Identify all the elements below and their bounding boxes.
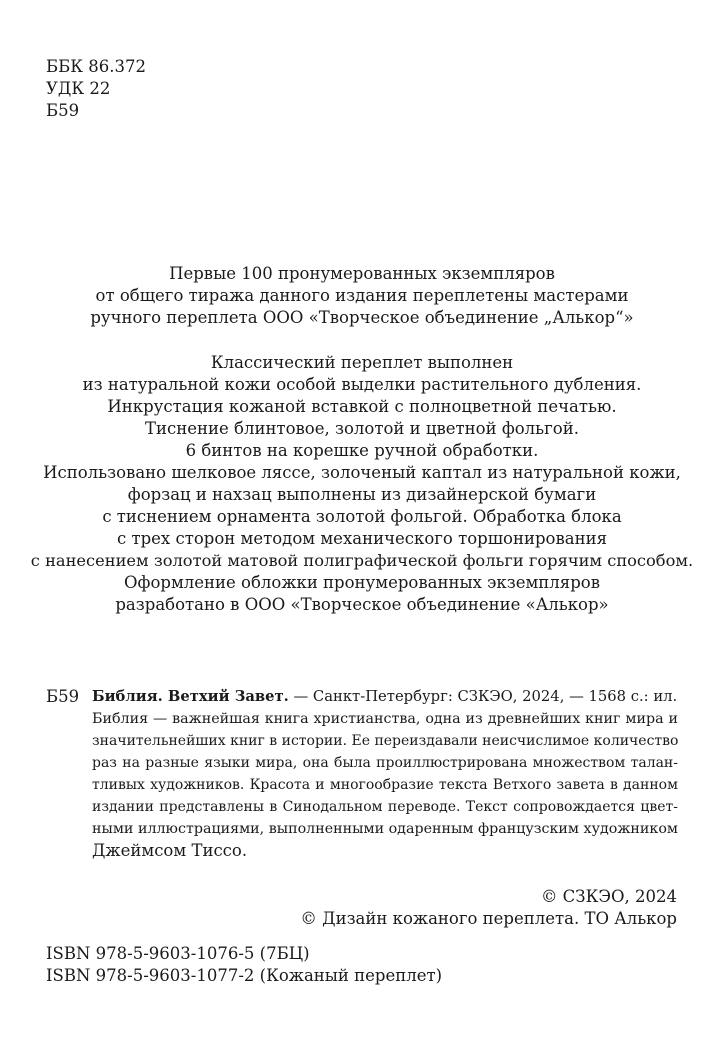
binding-description [30, 352, 694, 616]
annotation-line: значительнейших книг в истории. Ее переиздавали неисчислимое количество [92, 733, 679, 749]
imprint: — Санкт-Петербург: СЗКЭО, 2024, — 1568 с.: ил. [288, 688, 678, 705]
binding-line: с трех сторон методом механического торшонирования [116, 529, 607, 548]
annotation-line: ными иллюстрациями, выполненными одаренным французским художником [92, 821, 678, 837]
binding-line: разработано в ООО «Творческое объединение «Алькор» [115, 595, 609, 614]
design-copyright: © Дизайн кожаного переплета. ТО Алькор [300, 909, 677, 928]
isbn-block [46, 943, 442, 987]
numbered-copies-notice [30, 263, 694, 329]
udk-code: УДК 22 [46, 79, 111, 98]
book-title: Библия. Ветхий Завет. [92, 688, 289, 705]
annotation-body [92, 686, 678, 862]
annotation-line: тливых художников. Красота и многообразие текста Ветхого завета в данном [92, 777, 678, 793]
annotation-line: раз на разные языки мира, она была проиллюстрирована множеством талан- [92, 755, 678, 771]
binding-line: Оформление обложки пронумерованных экземпляров [124, 573, 600, 592]
binding-line: из натуральной кожи особой выделки растительного дубления. [82, 375, 642, 394]
publisher-copyright: © СЗКЭО, 2024 [540, 887, 677, 906]
annotation-code: Б59 [46, 687, 80, 706]
binding-line: с тиснением орнамента золотой фольгой. Обработка блока [102, 507, 622, 526]
binding-line: Инкрустация кожаной вставкой с полноцветной печатью. [107, 397, 617, 416]
classification-codes [46, 56, 146, 122]
isbn-line: ISBN 978-5-9603-1076-5 (7БЦ) [46, 944, 310, 963]
notice-line: Первые 100 пронумерованных экземпляров [169, 264, 555, 283]
copyright-block [300, 886, 677, 930]
binding-line: Тиснение блинтовое, золотой и цветной фольгой. [145, 419, 579, 438]
binding-line: Использовано шелковое ляссе, золоченый каптал из натуральной кожи, [43, 463, 681, 482]
binding-line: 6 бинтов на корешке ручной обработки. [185, 441, 539, 460]
author-mark: Б59 [46, 101, 80, 120]
bbk-code: ББК 86.372 [46, 57, 146, 76]
binding-line: Классический переплет выполнен [210, 353, 514, 372]
isbn-line: ISBN 978-5-9603-1077-2 (Кожаный переплет) [46, 966, 443, 985]
notice-line: ручного переплета ООО «Творческое объединение „Алькор“» [90, 308, 634, 327]
notice-line: от общего тиража данного издания переплетены мастерами [95, 286, 629, 305]
book-annotation [46, 686, 678, 862]
annotation-last-line: Джеймсом Тиссо. [92, 841, 248, 860]
annotation-line: Библия — важнейшая книга христианства, одна из древнейших книг мира и [92, 711, 678, 727]
annotation-line: издании представлены в Синодальном переводе. Текст сопровождается цвет- [92, 799, 678, 815]
binding-line: форзац и нахзац выполнены из дизайнерской бумаги [127, 485, 597, 504]
bibliographic-record [92, 686, 678, 708]
binding-line: с нанесением золотой матовой полиграфической фольги горячим способом. [30, 551, 694, 570]
